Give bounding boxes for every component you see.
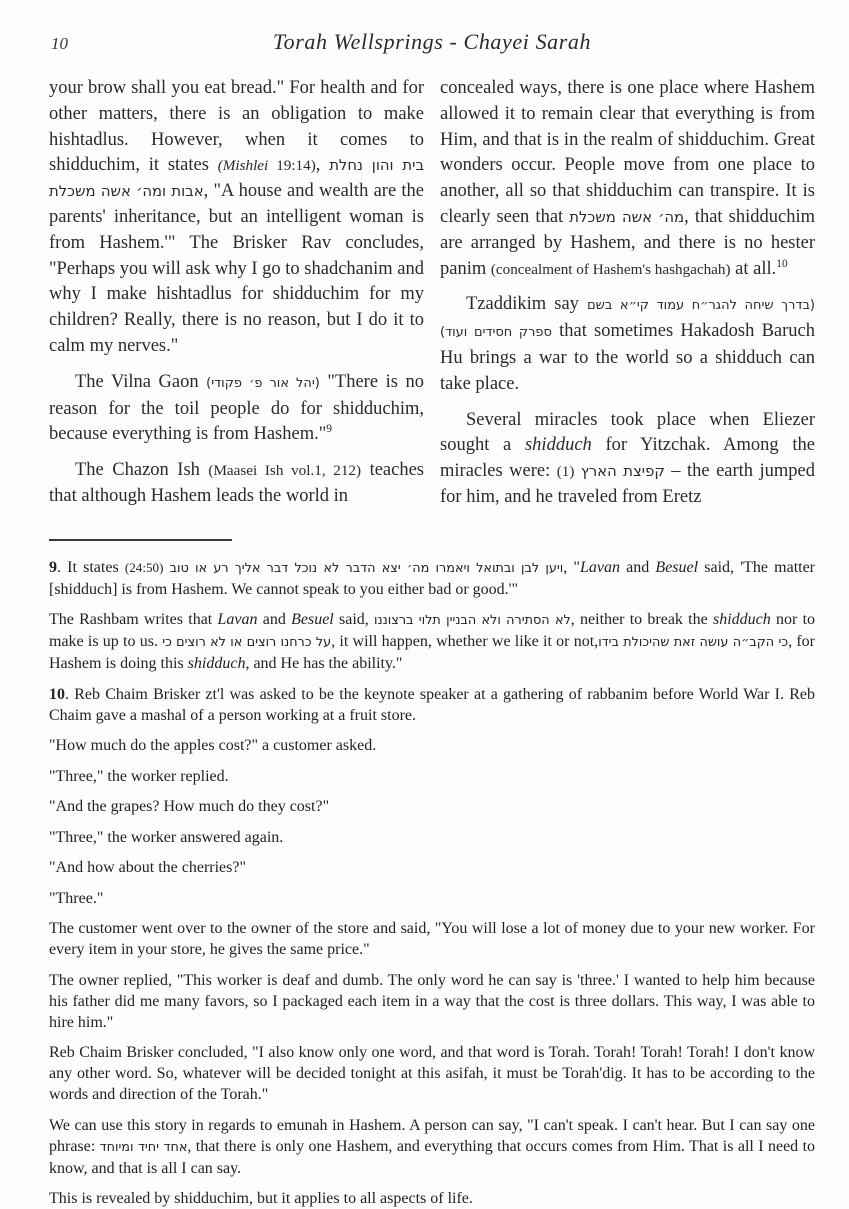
text-segment: (24:50)	[124, 559, 164, 575]
paragraph	[49, 735, 815, 756]
paragraph	[49, 684, 815, 726]
text-segment: . Reb Chaim Brisker zt'l was asked to be the keynote speaker at a gathering of rabbanim before World War I. Reb Chaim gave a mashal of a person working at a fruit store.	[49, 685, 815, 724]
hebrew-citation: בית והון נחלת אבות ומה׳ אשה משכלת	[49, 157, 425, 201]
text-segment: at all.	[730, 258, 777, 279]
hebrew-citation: אחד יחיד ומיוחד	[99, 1139, 188, 1155]
text-segment: teaches that although Hashem leads the world in	[49, 460, 425, 506]
paragraph	[49, 918, 815, 960]
text-segment: , neither to break the	[570, 611, 713, 629]
text-segment: Reb Chaim Brisker concluded, "I also know only one word, and that word is Torah. Torah! Torah! Torah! I don't know any other word. So, whatever will be decided tonight at this asifah, it must be Torah'dig. It has to be according to the words and direction of the Torah."	[49, 1044, 815, 1104]
paragraph	[49, 370, 424, 448]
paragraph	[49, 766, 815, 787]
paragraph	[49, 458, 424, 510]
text-segment: "Three."	[49, 889, 104, 907]
text-segment: "And the grapes? How much do they cost?"	[49, 798, 330, 816]
text-segment: "And how about the cherries?"	[49, 859, 246, 877]
text-segment: shidduch	[524, 435, 592, 456]
text-segment: that sometimes Hakadosh Baruch Hu brings a war to the world so a shidduch can take place.	[440, 321, 815, 394]
paragraph	[440, 76, 815, 282]
text-segment: , and He has the ability."	[245, 655, 403, 673]
text-segment: shidduch	[712, 611, 771, 629]
text-segment: "Three," the worker answered again.	[49, 828, 284, 846]
text-segment: ,	[315, 155, 330, 176]
paragraph	[49, 1115, 815, 1179]
text-segment: "Three," the worker replied.	[49, 767, 229, 785]
paragraph	[49, 557, 815, 600]
text-segment: 10	[776, 257, 788, 270]
text-segment: (Maasei Ish vol.1, 212)	[208, 462, 362, 480]
text-segment: – the earth jumped for him, and he traveled from Eretz	[440, 461, 816, 507]
text-segment: , that there is only one Hashem, and everything that occurs comes from Him. That is all I need to know, and that is all I can say.	[49, 1137, 816, 1177]
text-segment: The customer went over to the owner of the store and said, "You will lose a lot of money due to your new worker. For every item in your store, he gives the same price."	[49, 920, 815, 959]
text-segment: "There is no reason for the toil people do for shidduchim, because everything is from Hashem."	[49, 371, 424, 445]
text-column-left	[49, 76, 424, 521]
text-column-right	[440, 76, 815, 521]
text-segment: nor to make is up to us.	[49, 611, 816, 651]
paragraph	[440, 292, 815, 397]
paragraph	[49, 76, 424, 360]
text-segment: The owner replied, "This worker is deaf and dumb. The only word he can say is 'three.' I wanted to help him because his father did me many favors, so I packaged each item in a way that the cost is three dollars. This way, I was able to hire him."	[49, 971, 815, 1031]
paragraph	[49, 609, 815, 674]
text-segment: shidduch	[187, 655, 246, 673]
text-segment: , that shidduchim are arranged by Hashem, and there is no hester panim	[440, 206, 816, 279]
text-segment: 9	[49, 558, 57, 576]
text-segment: said,	[333, 611, 375, 629]
text-segment: The Chazon Ish	[75, 460, 209, 481]
paragraph	[49, 888, 815, 909]
hebrew-citation: קפיצת הארץ	[580, 463, 665, 481]
text-segment: Lavan	[217, 611, 258, 629]
footnote-divider	[49, 539, 232, 541]
text-segment: 10	[49, 685, 65, 703]
text-segment: . It states	[57, 558, 125, 576]
page-title: Torah Wellsprings - Chayei Sarah	[272, 29, 592, 54]
hebrew-citation: (יהל אור פ׳ פקודי)	[206, 375, 320, 391]
paragraph	[49, 827, 815, 848]
text-segment: your brow shall you eat bread." For health and for other matters, there is an obligation to make hishtadlus. However, when it comes to shidduchim, it states	[49, 78, 424, 176]
main-text	[49, 76, 815, 521]
paragraph	[49, 857, 815, 878]
hebrew-citation: לא הסתירה ולא הבניין תלוי ברצוננו	[374, 613, 571, 629]
hebrew-citation: על כרחנו רוצים או לא רוצים כי	[162, 635, 332, 651]
text-segment: 19:14)	[268, 157, 316, 175]
text-segment: (1)	[556, 463, 575, 481]
text-segment: , for Hashem is doing this	[49, 633, 816, 673]
text-segment: , it will happen, whether we like it or not,	[331, 633, 599, 651]
page-number: 10	[51, 34, 68, 53]
hebrew-citation: (בדרך שיחה להגר״ח עמוד קי״א בשם ספרק חסידים ועוד)	[440, 298, 815, 341]
text-segment: Several miracles took place when Eliezer sought a	[440, 409, 815, 456]
text-segment: Tzaddikim say	[466, 294, 588, 315]
paragraph	[49, 1042, 815, 1105]
text-segment: "How much do the apples cost?" a customer asked.	[49, 737, 377, 755]
text-segment: Besuel	[291, 611, 334, 629]
text-segment: Lavan	[579, 558, 620, 576]
paragraph	[49, 970, 815, 1033]
hebrew-citation: ויען לבן ובתואל ויאמרו מה׳ יצא הדבר לא נוכל דבר אליך רע או טוב	[169, 560, 564, 576]
hebrew-citation: כי הקב״ה עושה זאת שהיכולת בידו	[598, 635, 789, 651]
paragraph	[49, 1188, 815, 1209]
text-segment: The Vilna Gaon	[75, 371, 207, 392]
text-segment: said, 'The matter [shidduch] is from Hashem. We cannot speak to you either bad or good.'"	[49, 558, 816, 598]
text-segment: , "	[563, 558, 580, 576]
text-segment: The Rashbam writes that	[49, 611, 218, 629]
text-segment: Besuel	[655, 558, 699, 576]
paragraph	[440, 408, 815, 511]
footnotes	[49, 557, 815, 1209]
text-segment: We can use this story in regards to emunah in Hashem. A person can say, "I can't speak. I can't hear. But I can say one phrase:	[49, 1116, 815, 1155]
text-segment: for Yitzchak. Among the miracles were:	[440, 435, 815, 482]
text-segment: and	[257, 611, 292, 629]
text-segment: (concealment of Hashem's hashgachah)	[490, 260, 731, 278]
text-segment: (Mishlei	[217, 157, 269, 175]
text-segment: , "A house and wealth are the parents' inheritance, but an intelligent woman is from Hashem.'" The Brisker Rav concludes, "Perhaps you will ask why I go to shadchanim and why I make hishtadlus for shidduchim for my children? Really, there is no reason, but I do it to calm my nerves."	[49, 181, 424, 356]
hebrew-citation: מה׳ אשה משכלת	[569, 208, 685, 226]
text-segment: and	[619, 558, 656, 576]
text-segment: This is revealed by shidduchim, but it applies to all aspects of life.	[49, 1190, 473, 1208]
text-segment: concealed ways, there is one place where Hashem allowed it to remain clear that everything is from Him, and that is in the realm of shidduchim. Great wonders occur. People move from one place to another, all so that shidduchim can transpire. It is clearly seen that	[440, 78, 815, 227]
page-header	[49, 26, 815, 70]
paragraph	[49, 796, 815, 817]
text-segment: 9	[326, 423, 332, 436]
